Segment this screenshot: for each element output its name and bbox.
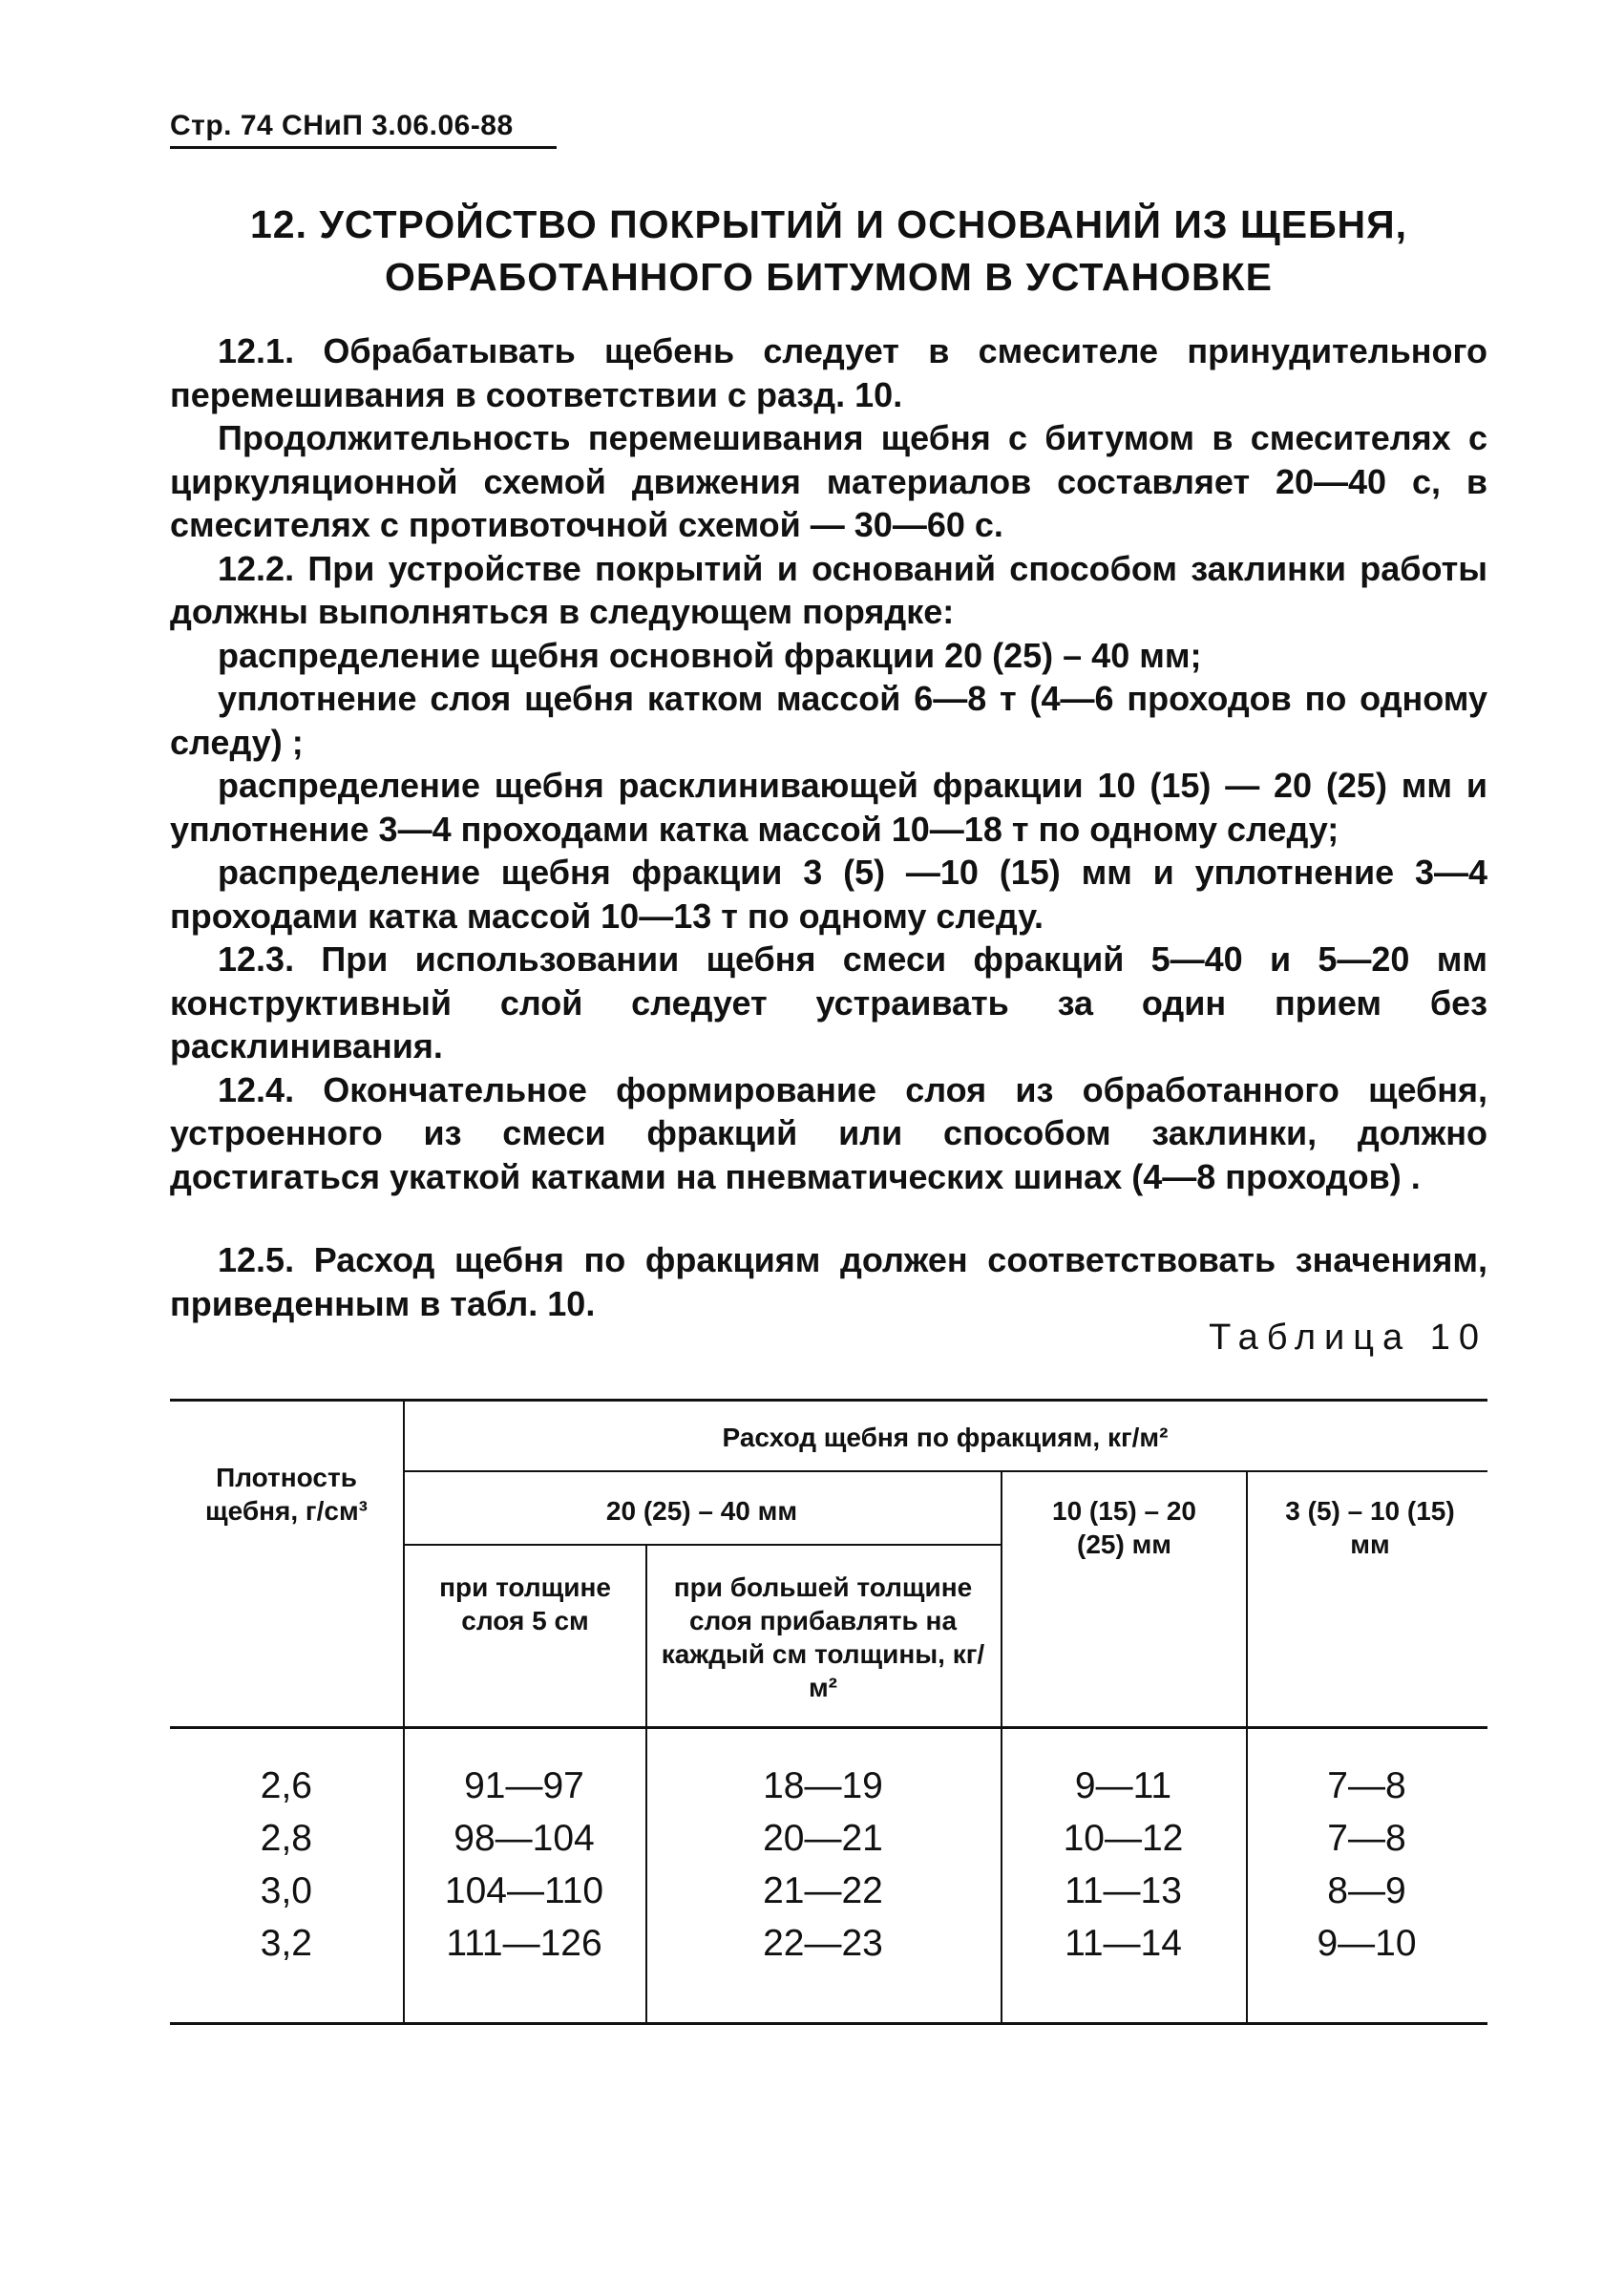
section-title bbox=[170, 199, 1487, 304]
paragraph-step-4: распределение щебня фракции 3 (5) —10 (15) мм и уплотнение 3—4 проходами катка массой 10—13 т по одному следу. bbox=[170, 853, 1487, 936]
table-top-rule bbox=[170, 1399, 1487, 1402]
section-body bbox=[170, 329, 1487, 1325]
header-consumption: Расход щебня по фракциям, кг/м² bbox=[722, 1423, 1169, 1452]
cell-frac3-r3: 8—9 bbox=[1327, 1870, 1406, 1911]
table-caption: Таблица 10 bbox=[1209, 1318, 1487, 1358]
cell-frac2-r4: 11—14 bbox=[1065, 1923, 1182, 1964]
cell-density-r3: 3,0 bbox=[260, 1870, 312, 1911]
header-density: Плотность щебня, г/см³ bbox=[205, 1463, 368, 1526]
paragraph-12-5: 12.5. Расход щебня по фракциям должен соответствовать значениям, приведенным в табл. 10. bbox=[170, 1240, 1487, 1323]
table-bottom-rule bbox=[170, 2022, 1487, 2025]
paragraph-12-1: 12.1. Обрабатывать щебень следует в смесителе принудительного перемешивания в соответствии с разд. 10. bbox=[170, 331, 1487, 414]
cell-5cm-r1: 91—97 bbox=[464, 1765, 584, 1806]
running-header: Стр. 74 СНиП 3.06.06-88 bbox=[170, 110, 557, 149]
cell-extra-r1: 18—19 bbox=[763, 1765, 883, 1806]
cell-5cm-r4: 111—126 bbox=[446, 1923, 602, 1964]
cell-frac2-r3: 11—13 bbox=[1065, 1870, 1182, 1911]
col-extra bbox=[645, 1760, 1001, 1970]
table-rule-under-frac1 bbox=[403, 1544, 1001, 1546]
col-frac-3-10 bbox=[1246, 1760, 1487, 1970]
paragraph-mixing-duration: Продолжительность перемешивания щебня с битумом в смесителях с циркуляционной схемой движения материалов составляет 20—40 с, в смесителях с противоточной схемой — 30—60 с. bbox=[170, 418, 1487, 544]
paragraph-12-2: 12.2. При устройстве покрытий и оснований способом заклинки работы должны выполняться в следующем порядке: bbox=[170, 548, 1487, 631]
header-sub-extra: при большей толщине слоя прибавлять на каждый см толщины, кг/м² bbox=[661, 1572, 985, 1702]
col-frac-10-20 bbox=[1001, 1760, 1246, 1970]
cell-frac3-r1: 7—8 bbox=[1327, 1765, 1406, 1806]
cell-density-r2: 2,8 bbox=[260, 1818, 312, 1859]
table-header-bottom-rule bbox=[170, 1726, 1487, 1729]
cell-extra-r2: 20—21 bbox=[763, 1818, 883, 1859]
cell-extra-r3: 21—22 bbox=[763, 1870, 883, 1911]
col-density bbox=[170, 1760, 403, 1970]
cell-density-r4: 3,2 bbox=[260, 1923, 312, 1964]
paragraph-step-3: распределение щебня расклинивающей фракции 10 (15) — 20 (25) мм и уплотнение 3—4 проходами катка массой 10—18 т по одному следу; bbox=[170, 766, 1487, 849]
header-sub-5cm: при толщине слоя 5 см bbox=[439, 1572, 611, 1635]
cell-frac3-r2: 7—8 bbox=[1327, 1818, 1406, 1859]
section-title-line-1: 12. УСТРОЙСТВО ПОКРЫТИЙ И ОСНОВАНИЙ ИЗ ЩЕБНЯ, bbox=[249, 202, 1408, 246]
cell-extra-r4: 22—23 bbox=[763, 1923, 883, 1964]
cell-density-r1: 2,6 bbox=[260, 1765, 312, 1806]
header-frac-3-10: 3 (5) – 10 (15) мм bbox=[1285, 1496, 1455, 1559]
table-rule-under-consumption bbox=[403, 1470, 1487, 1472]
paragraph-step-1: распределение щебня основной фракции 20 (25) – 40 мм; bbox=[218, 635, 1202, 675]
col-5cm bbox=[403, 1760, 645, 1970]
paragraph-12-4: 12.4. Окончательное формирование слоя из обработанного щебня, устроенного из смеси фракций или способом заклинки, должно достигаться укаткой катками на пневматических шинах (4—8 проходов) . bbox=[170, 1069, 1487, 1196]
paragraph-step-2: уплотнение слоя щебня катком массой 6—8 т (4—6 проходов по одному следу) ; bbox=[170, 679, 1487, 762]
cell-frac2-r2: 10—12 bbox=[1063, 1818, 1184, 1859]
cell-frac3-r4: 9—10 bbox=[1317, 1923, 1417, 1964]
cell-frac2-r1: 9—11 bbox=[1074, 1765, 1172, 1806]
section-title-line-2: ОБРАБОТАННОГО БИТУМОМ В УСТАНОВКЕ bbox=[385, 255, 1273, 299]
header-frac-10-20: 10 (15) – 20 (25) мм bbox=[1052, 1496, 1196, 1559]
paragraph-12-3: 12.3. При использовании щебня смеси фракций 5—40 и 5—20 мм конструктивный слой следует устраивать за один прием без расклинивания. bbox=[170, 939, 1487, 1065]
cell-5cm-r2: 98—104 bbox=[453, 1818, 595, 1859]
cell-5cm-r3: 104—110 bbox=[444, 1870, 604, 1911]
header-frac-20-40: 20 (25) – 40 мм bbox=[605, 1496, 798, 1526]
